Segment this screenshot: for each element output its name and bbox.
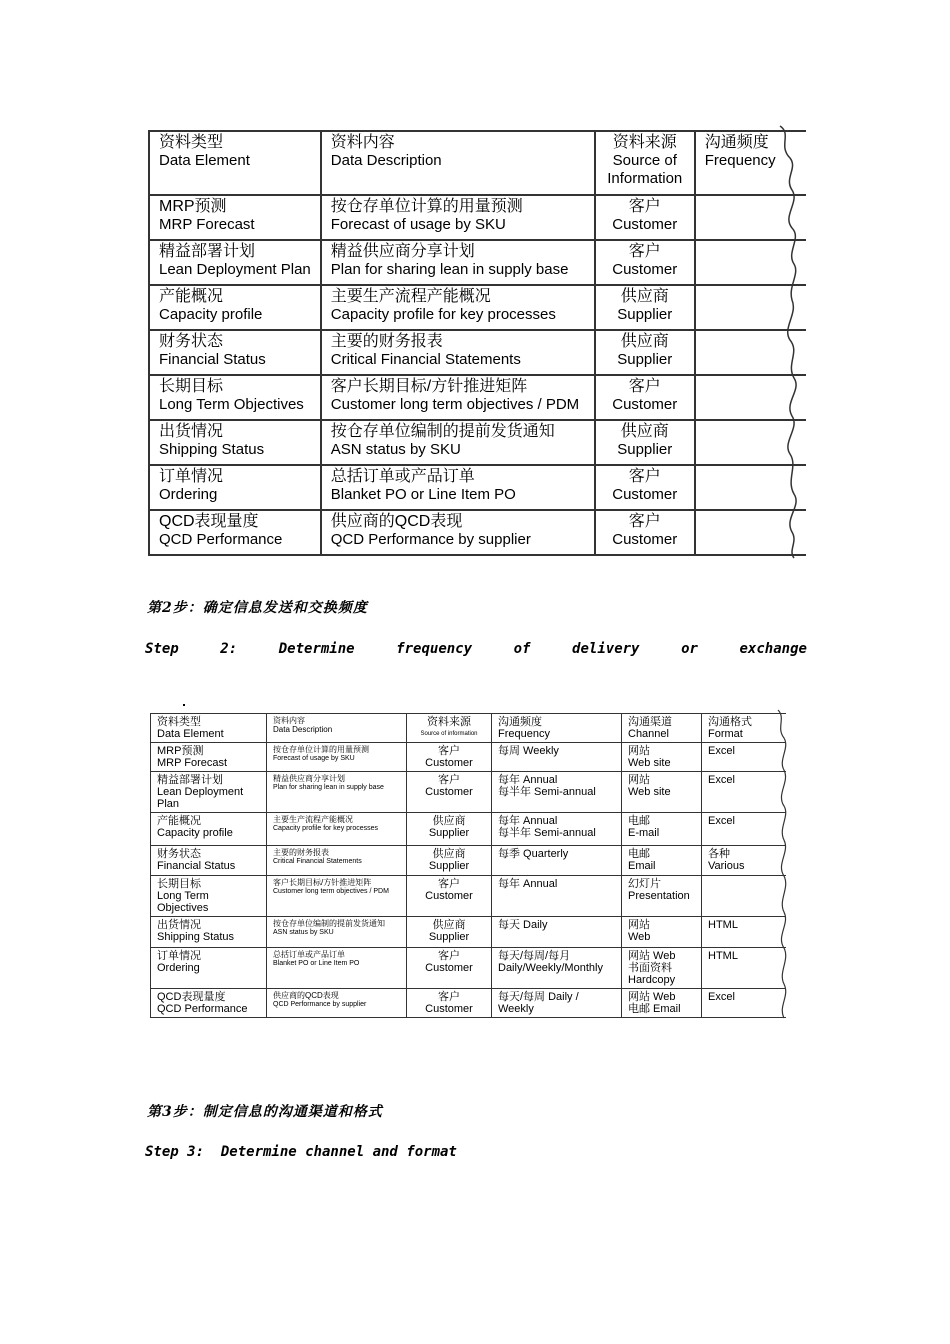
source-cell [595, 510, 695, 555]
header-text-en: Information [607, 170, 683, 187]
table2-row [151, 989, 787, 1018]
source-cell [407, 948, 492, 989]
cell-line: 网站 [628, 745, 650, 757]
header-text-zh: 资料内容 [273, 716, 305, 725]
data-element-table [148, 130, 806, 556]
cell-text-zh: QCD表现量度 [159, 513, 259, 530]
element-cell [151, 876, 267, 917]
cell-text-en: Critical Financial Statements [330, 351, 521, 368]
cell-line: 供应商 [432, 919, 466, 931]
element-cell [149, 465, 321, 510]
cell-line: 精益部署计划 [157, 774, 223, 786]
cell-line: 每年 Annual [498, 878, 558, 890]
cell-text-zh: 财务状态 [159, 333, 224, 350]
channel-cell [622, 813, 702, 846]
cell-text-en: MRP Forecast [159, 216, 255, 233]
cell-text-zh: 主要生产流程产能概况 [330, 288, 491, 305]
header-text-zh: 沟通频度 [704, 134, 769, 151]
cell-text-en: Customer [612, 531, 678, 548]
cell-line: 财务状态 [157, 848, 201, 860]
element-cell [151, 846, 267, 876]
step3-heading-en: Step 3: Determine channel and format [145, 1144, 457, 1160]
cell-line: 每年 Annual [498, 815, 558, 827]
cell-line: Excel [708, 991, 735, 1003]
cell-line: 主要的财务报表 [273, 848, 329, 857]
cell-text-en: Customer [612, 216, 678, 233]
description-cell [321, 195, 595, 240]
cell-line: 电邮 [628, 815, 650, 827]
description-cell [321, 465, 595, 510]
source-cell [595, 465, 695, 510]
element-cell [149, 240, 321, 285]
description-cell [267, 743, 407, 772]
header-text-zh: 资料类型 [159, 134, 224, 151]
cell-line: QCD Performance by supplier [273, 1001, 367, 1008]
cell-text-zh: 订单情况 [159, 468, 224, 485]
cell-line: Long Term [157, 890, 209, 902]
cell-text-en: Customer long term objectives / PDM [330, 396, 580, 413]
cell-line: Lean Deployment [157, 786, 244, 798]
element-cell [151, 948, 267, 989]
cell-text-en: Customer [612, 261, 678, 278]
step2-heading-zh: 第2步：确定信息发送和交换频度 [147, 600, 368, 616]
element-cell [149, 285, 321, 330]
cell-text-en: QCD Performance by supplier [330, 531, 531, 548]
table2-row [151, 813, 787, 846]
cell-text-en: Capacity profile [159, 306, 263, 323]
source-cell [407, 989, 492, 1018]
cell-line: 幻灯片 [628, 878, 661, 890]
cell-text-en: Plan for sharing lean in supply base [330, 261, 569, 278]
cell-line: Customer [425, 757, 473, 769]
cell-line: MRP Forecast [157, 757, 228, 769]
frequency-cell [492, 876, 622, 917]
cell-text-zh: 客户 [628, 378, 661, 395]
cell-line: Hardcopy [628, 974, 676, 986]
cell-line: 每天/每周 Daily / [498, 991, 579, 1003]
description-cell [321, 375, 595, 420]
cell-line: E-mail [628, 827, 660, 839]
header-data-element [149, 131, 321, 195]
cell-line: 每年 Annual [498, 774, 558, 786]
cell-line: 主要生产流程产能概况 [273, 815, 353, 824]
stray-dot [183, 704, 185, 706]
table2-row [151, 876, 787, 917]
cell-text-en: Supplier [617, 441, 673, 458]
source-cell [595, 240, 695, 285]
header-text-en: Data Description [273, 725, 333, 734]
frequency-cell [492, 917, 622, 948]
description-cell [321, 420, 595, 465]
cell-line: Objectives [157, 902, 209, 914]
cell-line: 每天 Daily [498, 919, 548, 931]
frequency-cell [492, 948, 622, 989]
cell-text-en: Customer [612, 486, 678, 503]
cell-text-zh: 客户 [628, 468, 661, 485]
cell-text-en: Forecast of usage by SKU [330, 216, 506, 233]
cell-line: 每周 Weekly [498, 745, 559, 757]
cell-text-zh: 按仓存单位计算的用量预测 [330, 198, 523, 215]
header-text-en: Source of [612, 152, 677, 169]
header-text-zh: 资料来源 [427, 716, 471, 728]
cell-line: Web site [628, 786, 671, 798]
header-text-zh: 沟通频度 [498, 716, 542, 728]
header-text-en: Format [708, 728, 743, 740]
cell-line: 长期目标 [157, 878, 201, 890]
header-text-en: Data Description [330, 152, 442, 169]
cell-text-zh: 按仓存单位编制的提前发货通知 [330, 423, 555, 440]
channel-cell [622, 846, 702, 876]
cell-text-zh: 主要的财务报表 [330, 333, 443, 350]
cell-text-zh: 产能概况 [159, 288, 224, 305]
torn-edge-table2 [770, 708, 794, 1020]
cell-line: 网站 [628, 774, 650, 786]
frequency-cell [492, 772, 622, 813]
element-cell [151, 989, 267, 1018]
cell-line: Customer [425, 786, 473, 798]
table2-row [151, 743, 787, 772]
description-cell [267, 846, 407, 876]
table2-row [151, 772, 787, 813]
cell-text-en: ASN status by SKU [330, 441, 461, 458]
cell-line: Daily/Weekly/Monthly [498, 962, 603, 974]
table1-row [149, 240, 806, 285]
cell-line: Presentation [628, 890, 690, 902]
cell-text-zh: 总括订单或产品订单 [330, 468, 475, 485]
cell-text-en: Financial Status [159, 351, 266, 368]
cell-line: 客户 [438, 745, 460, 757]
cell-line: Web [628, 931, 651, 943]
frequency-cell [492, 989, 622, 1018]
description-cell [267, 772, 407, 813]
cell-line: Customer long term objectives / PDM [273, 888, 389, 895]
step2-word: delivery [572, 641, 640, 657]
header-text-en: Data Element [159, 152, 250, 169]
element-cell [149, 330, 321, 375]
header-text-zh: 资料内容 [330, 134, 395, 151]
cell-line: 网站 [628, 919, 650, 931]
cell-line: Customer [425, 890, 473, 902]
header-text-zh: 沟通格式 [708, 716, 752, 728]
header-text-zh: 资料类型 [157, 716, 201, 728]
element-cell [151, 917, 267, 948]
cell-text-zh: 出货情况 [159, 423, 224, 440]
element-cell [149, 510, 321, 555]
cell-text-zh: 客户长期目标/方针推进矩阵 [330, 378, 528, 395]
cell-text-zh: 供应商 [620, 333, 669, 350]
cell-text-en: Ordering [159, 486, 218, 503]
cell-line: Web site [628, 757, 671, 769]
cell-text-zh: 供应商 [620, 423, 669, 440]
element-cell [151, 772, 267, 813]
cell-line: 出货情况 [157, 919, 201, 931]
source-cell [407, 813, 492, 846]
source-cell [407, 772, 492, 813]
table1-header-row [149, 131, 806, 195]
cell-line: 产能概况 [157, 815, 201, 827]
header-data-description [321, 131, 595, 195]
cell-line: Blanket PO or Line Item PO [273, 960, 360, 967]
element-cell [151, 743, 267, 772]
cell-line: Financial Status [157, 860, 236, 872]
source-cell [407, 876, 492, 917]
cell-line: Forecast of usage by SKU [273, 755, 355, 762]
table1-row [149, 510, 806, 555]
step2-word: Step [145, 641, 179, 657]
cell-line: Weekly [498, 1003, 534, 1015]
description-cell [321, 330, 595, 375]
description-cell [321, 240, 595, 285]
communication-plan-table [150, 713, 786, 1018]
channel-cell [622, 772, 702, 813]
header-text-en: Channel [628, 728, 669, 740]
cell-line: Customer [425, 962, 473, 974]
frequency-cell [492, 813, 622, 846]
cell-text-en: Supplier [617, 351, 673, 368]
cell-text-zh: 精益供应商分享计划 [330, 243, 475, 260]
cell-text-en: Customer [612, 396, 678, 413]
step2-word: exchange [739, 641, 807, 657]
source-cell [407, 743, 492, 772]
description-cell [267, 917, 407, 948]
cell-line: 网站 Web [628, 950, 676, 962]
description-cell [321, 285, 595, 330]
cell-line: 按仓存单位计算的用量预测 [273, 745, 369, 754]
cell-line: Various [708, 860, 745, 872]
element-cell [149, 375, 321, 420]
description-cell [267, 989, 407, 1018]
cell-line: 各种 [708, 848, 730, 860]
source-cell [595, 285, 695, 330]
header-source [595, 131, 695, 195]
cell-line: QCD表现量度 [157, 991, 226, 1003]
cell-line: Customer [425, 1003, 473, 1015]
cell-line: Supplier [428, 827, 470, 839]
step2-word: frequency [396, 641, 473, 657]
table2-row [151, 846, 787, 876]
cell-line: 精益供应商分享计划 [273, 774, 345, 783]
cell-text-zh: 客户 [628, 513, 661, 530]
cell-line: 书面资料 [628, 962, 672, 974]
cell-line: 客户 [438, 950, 460, 962]
table1-row [149, 285, 806, 330]
cell-text-zh: 客户 [628, 243, 661, 260]
step2-word: or [681, 641, 698, 657]
cell-line: 按仓存单位编制的提前发货通知 [273, 919, 385, 928]
cell-line: Supplier [428, 931, 470, 943]
cell-line: Supplier [428, 860, 470, 872]
cell-text-zh: 长期目标 [159, 378, 224, 395]
cell-line: ASN status by SKU [273, 929, 334, 936]
torn-edge-table1 [770, 124, 810, 560]
step2-word: of [513, 641, 531, 657]
step2-word: 2: [220, 641, 238, 657]
cell-line: Ordering [157, 962, 200, 974]
cell-line: HTML [708, 919, 738, 931]
header-data-element [151, 714, 267, 743]
table1-row [149, 330, 806, 375]
table2-row [151, 917, 787, 948]
description-cell [267, 876, 407, 917]
source-cell [407, 846, 492, 876]
cell-text-en: Lean Deployment Plan [159, 261, 311, 278]
cell-line: 每天/每周/每月 [498, 950, 571, 962]
cell-line: 客户 [438, 878, 460, 890]
source-cell [407, 917, 492, 948]
cell-text-en: Capacity profile for key processes [330, 306, 556, 323]
header-channel [622, 714, 702, 743]
cell-text-zh: MRP预测 [159, 198, 227, 215]
table2-header-row [151, 714, 787, 743]
header-source [407, 714, 492, 743]
cell-line: 每半年 Semi-annual [498, 786, 596, 798]
cell-line: 每季 Quarterly [498, 848, 569, 860]
cell-line: Excel [708, 745, 735, 757]
element-cell [149, 195, 321, 240]
cell-line: Critical Financial Statements [273, 858, 362, 865]
header-text-zh: 资料来源 [612, 134, 677, 151]
cell-line: 订单情况 [157, 950, 201, 962]
header-frequency [492, 714, 622, 743]
cell-line: Excel [708, 815, 735, 827]
cell-text-zh: 供应商 [620, 288, 669, 305]
frequency-cell [492, 743, 622, 772]
cell-line: 客户 [438, 774, 460, 786]
header-text-en: Source of information [420, 731, 478, 737]
header-text-zh: 沟通渠道 [628, 716, 672, 728]
cell-line: Plan [157, 798, 180, 810]
cell-line: 客户 [438, 991, 460, 1003]
table1-row [149, 465, 806, 510]
cell-text-en: Supplier [617, 306, 673, 323]
description-cell [321, 510, 595, 555]
channel-cell [622, 948, 702, 989]
cell-line: 网站 Web [628, 991, 676, 1003]
channel-cell [622, 917, 702, 948]
step2-word: Determine [278, 641, 355, 657]
cell-line: Capacity profile [157, 827, 233, 839]
table1-row [149, 195, 806, 240]
cell-text-en: QCD Performance [159, 531, 283, 548]
description-cell [267, 813, 407, 846]
cell-line: 电邮 Email [628, 1003, 681, 1015]
channel-cell [622, 743, 702, 772]
channel-cell [622, 876, 702, 917]
element-cell [151, 813, 267, 846]
table2-row [151, 948, 787, 989]
source-cell [595, 420, 695, 465]
cell-line: Plan for sharing lean in supply base [273, 784, 384, 791]
cell-text-zh: 精益部署计划 [159, 243, 256, 260]
cell-text-zh: 供应商的QCD表现 [330, 513, 463, 530]
header-text-en: Frequency [704, 152, 776, 169]
cell-text-en: Long Term Objectives [159, 396, 304, 413]
cell-line: 电邮 [628, 848, 650, 860]
frequency-cell [492, 846, 622, 876]
step3-heading-zh: 第3步：制定信息的沟通渠道和格式 [147, 1104, 383, 1120]
cell-line: 每半年 Semi-annual [498, 827, 596, 839]
cell-line: 供应商的QCD表现 [273, 991, 339, 1000]
cell-line: 总括订单或产品订单 [273, 950, 345, 959]
cell-line: HTML [708, 950, 738, 962]
table1-row [149, 375, 806, 420]
header-text-en: Data Element [157, 728, 224, 740]
cell-text-zh: 客户 [628, 198, 661, 215]
cell-line: QCD Performance [157, 1003, 248, 1015]
header-data-description [267, 714, 407, 743]
cell-text-en: Blanket PO or Line Item PO [330, 486, 516, 503]
source-cell [595, 195, 695, 240]
element-cell [149, 420, 321, 465]
cell-line: Email [628, 860, 656, 872]
cell-line: 供应商 [432, 815, 466, 827]
description-cell [267, 948, 407, 989]
cell-line: MRP预测 [157, 745, 204, 757]
cell-line: 客户长期目标/方针推进矩阵 [273, 878, 372, 887]
cell-line: 供应商 [432, 848, 466, 860]
source-cell [595, 375, 695, 420]
cell-text-en: Shipping Status [159, 441, 265, 458]
source-cell [595, 330, 695, 375]
cell-line: Excel [708, 774, 735, 786]
header-text-en: Frequency [498, 728, 550, 740]
channel-cell [622, 989, 702, 1018]
cell-line: Shipping Status [157, 931, 235, 943]
table1-row [149, 420, 806, 465]
cell-line: Capacity profile for key processes [273, 825, 379, 832]
step2-heading-en [145, 641, 807, 657]
